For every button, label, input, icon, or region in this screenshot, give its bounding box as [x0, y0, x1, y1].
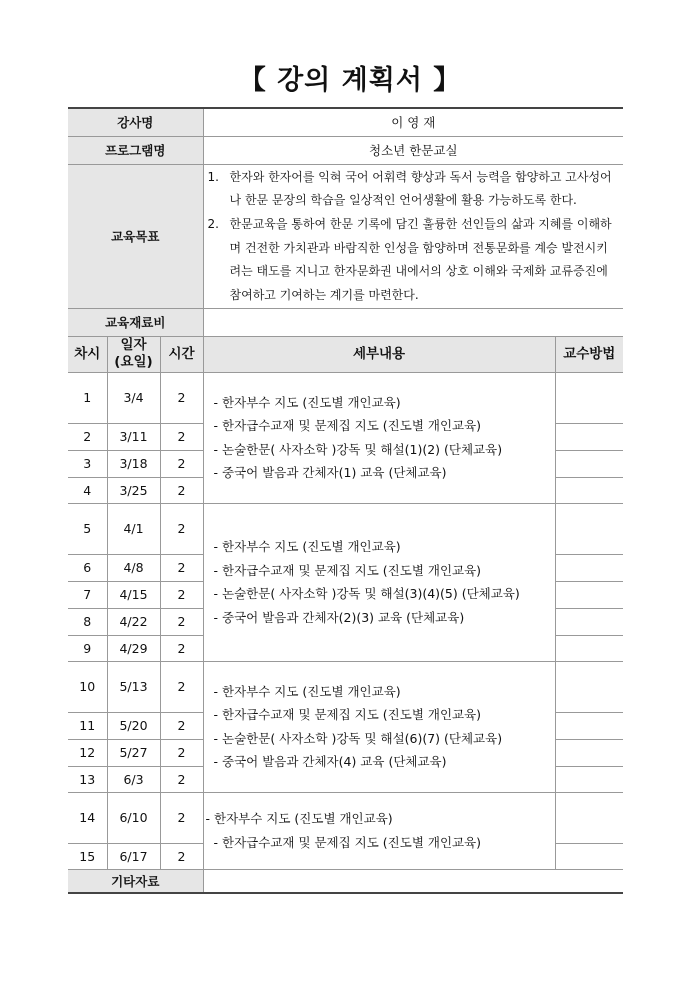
session-date: 3/11	[107, 423, 160, 450]
session-number: 4	[68, 477, 107, 503]
session-hours: 2	[160, 372, 203, 423]
detail-line: - 논술한문( 사자소학 )강독 및 해설(6)(7) (단체교육)	[213, 730, 503, 746]
goal-number: 2.	[207, 216, 219, 231]
materials-label: 교육재료비	[68, 308, 203, 336]
session-hours: 2	[160, 661, 203, 712]
session-number: 15	[68, 843, 107, 869]
session-hours: 2	[160, 423, 203, 450]
detail-line: - 한자급수교재 및 문제집 지도 (진도별 개인교육)	[213, 834, 482, 850]
detail-line: - 한자부수 지도 (진도별 개인교육)	[213, 539, 401, 555]
session-number: 8	[68, 608, 107, 635]
session-details	[203, 792, 555, 869]
lecture-plan-table	[68, 107, 623, 894]
session-date: 4/22	[107, 608, 160, 635]
method-cell	[555, 372, 623, 423]
session-date: 5/27	[107, 739, 160, 766]
method-cell	[555, 635, 623, 661]
session-number: 10	[68, 661, 107, 712]
instructor-row	[68, 108, 623, 136]
session-date: 6/17	[107, 843, 160, 869]
session-date: 6/10	[107, 792, 160, 843]
document-title: 【 강의 계획서 】	[238, 65, 462, 96]
session-date: 4/1	[107, 503, 160, 554]
detail-line: - 한자급수교재 및 문제집 지도 (진도별 개인교육)	[213, 707, 482, 723]
session-hours: 2	[160, 450, 203, 477]
program-name: 청소년 한문교실	[203, 136, 623, 164]
method-cell	[555, 843, 623, 869]
goal-number: 1.	[207, 169, 219, 184]
detail-line: - 한자급수교재 및 문제집 지도 (진도별 개인교육)	[213, 418, 482, 434]
method-cell	[555, 477, 623, 503]
session-date: 6/3	[107, 766, 160, 792]
date-header-line2: (요일)	[114, 354, 153, 371]
session-number: 14	[68, 792, 107, 843]
date-header	[107, 336, 160, 372]
session-hours: 2	[160, 766, 203, 792]
session-number: 3	[68, 450, 107, 477]
session-date: 3/4	[107, 372, 160, 423]
session-row	[68, 372, 623, 423]
session-date: 4/15	[107, 581, 160, 608]
method-cell	[555, 792, 623, 843]
detail-line: - 한자부수 지도 (진도별 개인교육)	[213, 683, 401, 699]
goal-text: 한문교육을 통하여 한문 기록에 담긴 훌륭한 선인들의 삶과 지혜를 이해하며 건전한 가치관과 바람직한 인성을 함양하며 전통문화를 계승 발전시키려는 태도를 지니고 한자문화권 내에서의 상호 이해와 국제화 교류증진에 참여하고 기여하는 계기를 마련한다.	[229, 216, 612, 303]
session-date: 5/13	[107, 661, 160, 712]
session-hours: 2	[160, 739, 203, 766]
session-hours: 2	[160, 503, 203, 554]
method-cell	[555, 661, 623, 712]
session-hours: 2	[160, 581, 203, 608]
goals-content	[203, 164, 623, 308]
detail-line: - 한자급수교재 및 문제집 지도 (진도별 개인교육)	[213, 562, 482, 578]
session-number: 11	[68, 712, 107, 739]
session-date: 4/8	[107, 554, 160, 581]
materials-row	[68, 308, 623, 336]
session-date: 5/20	[107, 712, 160, 739]
session-hours: 2	[160, 554, 203, 581]
details-header: 세부내용	[203, 336, 555, 372]
method-cell	[555, 766, 623, 792]
goals-label: 교육목표	[68, 164, 203, 308]
method-cell	[555, 450, 623, 477]
detail-line: - 한자부수 지도 (진도별 개인교육)	[205, 811, 393, 827]
date-header-line1: 일자	[120, 337, 147, 354]
session-row	[68, 792, 623, 843]
session-hours: 2	[160, 712, 203, 739]
goal-item	[208, 213, 620, 308]
materials-value	[203, 308, 623, 336]
instructor-label: 강사명	[68, 108, 203, 136]
detail-line: - 중국어 발음과 간체자(1) 교육 (단체교육)	[213, 465, 447, 481]
other-row	[68, 869, 623, 893]
session-date: 3/25	[107, 477, 160, 503]
method-header: 교수방법	[555, 336, 623, 372]
session-row	[68, 503, 623, 554]
goals-row	[68, 164, 623, 308]
instructor-name: 이 영 재	[203, 108, 623, 136]
program-label: 프로그램명	[68, 136, 203, 164]
method-cell	[555, 423, 623, 450]
detail-line: - 중국어 발음과 간체자(2)(3) 교육 (단체교육)	[213, 609, 465, 625]
method-cell	[555, 581, 623, 608]
session-hours: 2	[160, 608, 203, 635]
goal-item	[208, 166, 620, 213]
other-value	[203, 869, 623, 893]
session-number: 7	[68, 581, 107, 608]
session-details	[203, 661, 555, 792]
session-header: 차시	[68, 336, 107, 372]
detail-line: - 논술한문( 사자소학 )강독 및 해설(3)(4)(5) (단체교육)	[213, 586, 520, 602]
method-cell	[555, 608, 623, 635]
schedule-header-row	[68, 336, 623, 372]
session-hours: 2	[160, 792, 203, 843]
session-number: 2	[68, 423, 107, 450]
session-date: 4/29	[107, 635, 160, 661]
detail-line: - 논술한문( 사자소학 )강독 및 해설(1)(2) (단체교육)	[213, 441, 503, 457]
other-label: 기타자료	[68, 869, 203, 893]
goal-text: 한자와 한자어를 익혀 국어 어휘력 향상과 독서 능력을 함양하고 고사성어나 한문 문장의 학습을 일상적인 언어생활에 활용 가능하도록 한다.	[229, 169, 612, 208]
session-details	[203, 372, 555, 503]
session-hours: 2	[160, 635, 203, 661]
program-row	[68, 136, 623, 164]
session-hours: 2	[160, 843, 203, 869]
session-date: 3/18	[107, 450, 160, 477]
session-number: 6	[68, 554, 107, 581]
detail-line: - 중국어 발음과 간체자(4) 교육 (단체교육)	[213, 754, 447, 770]
session-number: 5	[68, 503, 107, 554]
method-cell	[555, 712, 623, 739]
method-cell	[555, 739, 623, 766]
session-hours: 2	[160, 477, 203, 503]
session-number: 13	[68, 766, 107, 792]
session-number: 12	[68, 739, 107, 766]
session-number: 9	[68, 635, 107, 661]
hours-header: 시간	[160, 336, 203, 372]
detail-line: - 한자부수 지도 (진도별 개인교육)	[213, 394, 401, 410]
session-details	[203, 503, 555, 661]
session-number: 1	[68, 372, 107, 423]
method-cell	[555, 554, 623, 581]
method-cell	[555, 503, 623, 554]
session-row	[68, 661, 623, 712]
